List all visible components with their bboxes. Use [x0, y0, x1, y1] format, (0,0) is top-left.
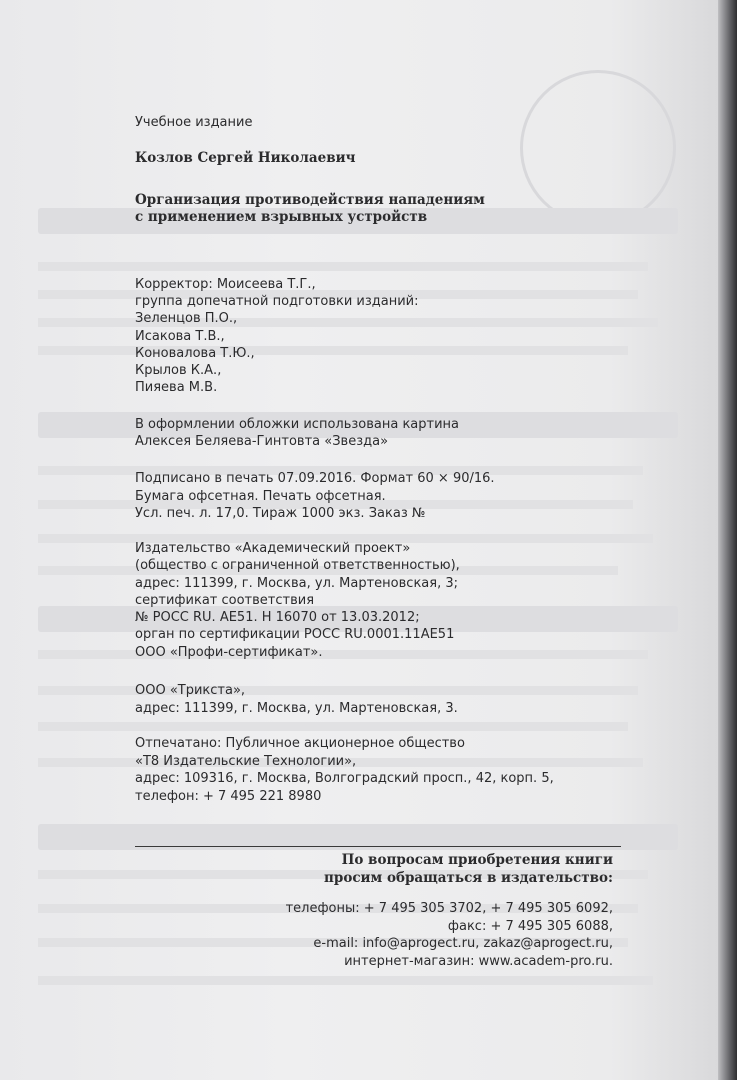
triksta-info: [135, 682, 458, 717]
printer-line: телефон: + 7 495 221 8980: [135, 788, 322, 804]
print-line: Усл. печ. л. 17,0. Тираж 1000 экз. Заказ №: [135, 506, 426, 521]
page-edge-shadow: [718, 0, 737, 1080]
website-line: интернет-магазин: www.academ-pro.ru.: [344, 953, 613, 969]
contact-details: [286, 900, 613, 970]
edition-type: Учебное издание: [135, 115, 253, 130]
contacts-heading: [324, 852, 613, 887]
printer-line: «Т8 Издательские Технологии»,: [135, 753, 357, 769]
staff-line: Зеленцов П.О.,: [135, 311, 238, 327]
staff-line: группа допечатной подготовки изданий:: [135, 294, 419, 310]
printer-info: [135, 735, 554, 805]
publisher-line: № РОСС RU. AE51. H 16070 от 13.03.2012;: [135, 610, 420, 626]
cover-art-credit: [135, 417, 459, 450]
staff-line: Исакова Т.В.,: [135, 328, 225, 344]
staff-line: Пияева М.В.: [135, 380, 218, 396]
publisher-line: сертификат соответствия: [135, 592, 315, 608]
book-title-line: Организация противодействия нападениям: [135, 192, 485, 208]
staff-line: Коновалова Т.Ю.,: [135, 345, 255, 361]
contacts-heading-line: просим обращаться в издательство:: [324, 869, 613, 886]
printer-line: Отпечатано: Публичное акционерное общество: [135, 736, 465, 751]
print-line: Подписано в печать 07.09.2016. Формат 60 × 90/16.: [135, 471, 495, 486]
email-line: e-mail: info@aprogect.ru, zakaz@aprogect.ru,: [313, 936, 613, 951]
book-title: [135, 192, 485, 225]
publisher-line: ООО «Профи-сертификат».: [135, 644, 323, 660]
publisher-info: [135, 540, 460, 661]
print-line: Бумага офсетная. Печать офсетная.: [135, 488, 386, 504]
printer-line: адрес: 109316, г. Москва, Волгоградский просп., 42, корп. 5,: [135, 771, 554, 786]
phones-line: телефоны: + 7 495 305 3702, + 7 495 305 6092,: [285, 901, 613, 916]
print-details: [135, 470, 495, 523]
author-name: Козлов Сергей Николаевич: [135, 150, 356, 166]
triksta-line: адрес: 111399, г. Москва, ул. Мартеновская, 3.: [135, 700, 458, 716]
staff-credits: [135, 276, 419, 396]
publisher-line: адрес: 111399, г. Москва, ул. Мартеновская, 3;: [135, 575, 459, 591]
publisher-line: Издательство «Академический проект»: [135, 541, 411, 556]
show-through-text: [40, 60, 48, 82]
divider-rule: [135, 846, 621, 847]
fax-line: факс: + 7 495 305 6088,: [447, 918, 613, 934]
triksta-line: ООО «Трикста»,: [135, 683, 246, 698]
staff-line: Крылов К.А.,: [135, 363, 222, 379]
contacts-heading-line: По вопросам приобретения книги: [341, 852, 613, 868]
staff-line: Корректор: Моисеева Т.Г.,: [135, 277, 316, 292]
cover-art-line: Алексея Беляева-Гинтовта «Звезда»: [135, 433, 389, 449]
book-title-line: с применением взрывных устройств: [135, 208, 428, 225]
publisher-line: орган по сертификации РОСС RU.0001.11AE51: [135, 627, 455, 643]
publisher-line: (общество с ограниченной ответственностью),: [135, 558, 460, 574]
cover-art-line: В оформлении обложки использована картина: [135, 417, 460, 432]
